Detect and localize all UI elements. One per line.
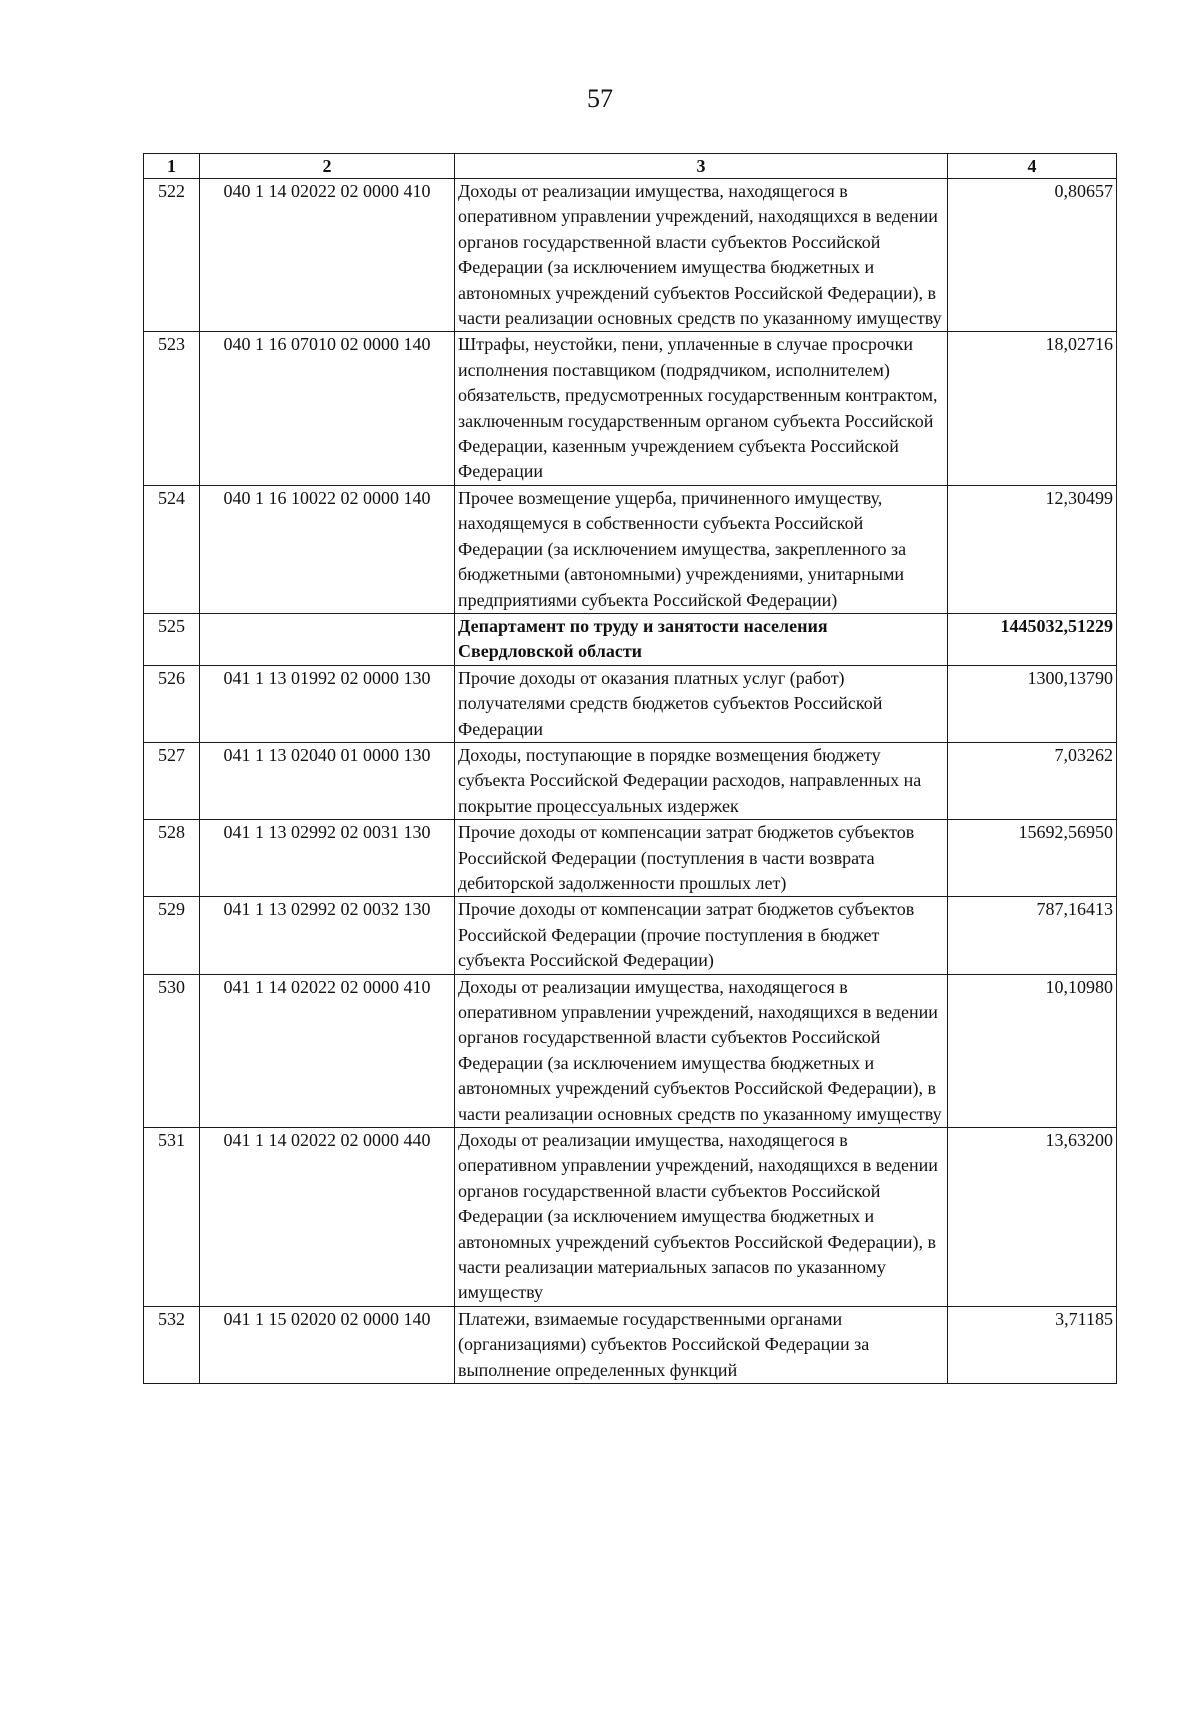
row-number: 522	[144, 179, 200, 332]
income-description: Департамент по труду и занятости населения Свердловской области	[455, 613, 948, 665]
income-description: Прочие доходы от компенсации затрат бюджетов субъектов Российской Федерации (прочие поступления в бюджет субъекта Российской Федерации)	[455, 897, 948, 974]
budget-code: 041 1 13 02040 01 0000 130	[200, 742, 455, 819]
income-description: Доходы, поступающие в порядке возмещения бюджету субъекта Российской Федерации расходов, направленных на покрытие процессуальных издержек	[455, 742, 948, 819]
header-col-code: 2	[200, 154, 455, 179]
amount-value: 3,71185	[948, 1306, 1117, 1383]
row-number: 524	[144, 485, 200, 613]
budget-code: 041 1 13 01992 02 0000 130	[200, 665, 455, 742]
table-header	[144, 154, 1117, 179]
budget-code: 040 1 16 07010 02 0000 140	[200, 332, 455, 485]
table-body	[144, 179, 1117, 1384]
income-description: Платежи, взимаемые государственными органами (организациями) субъектов Российской Федерации за выполнение определенных функций	[455, 1306, 948, 1383]
table-row	[144, 974, 1117, 1127]
row-number: 529	[144, 897, 200, 974]
header-col-number: 1	[144, 154, 200, 179]
page-number: 57	[587, 84, 613, 113]
row-number: 530	[144, 974, 200, 1127]
income-description: Прочие доходы от оказания платных услуг (работ) получателями средств бюджетов субъектов Российской Федерации	[455, 665, 948, 742]
table-row	[144, 179, 1117, 332]
amount-value: 18,02716	[948, 332, 1117, 485]
income-description: Прочие доходы от компенсации затрат бюджетов субъектов Российской Федерации (поступления в части возврата дебиторской задолженности прошлых лет)	[455, 820, 948, 897]
income-description: Прочее возмещение ущерба, причиненного имуществу, находящемуся в собственности субъекта Российской Федерации (за исключением имущества, закрепленного за бюджетными (автономными) учреждениями, унитарными предприятиями субъекта Российской Федерации)	[455, 485, 948, 613]
revenue-table	[143, 153, 1117, 1384]
amount-value: 15692,56950	[948, 820, 1117, 897]
amount-value: 0,80657	[948, 179, 1117, 332]
amount-value: 7,03262	[948, 742, 1117, 819]
table-row	[144, 665, 1117, 742]
header-col-description: 3	[455, 154, 948, 179]
amount-value: 1300,13790	[948, 665, 1117, 742]
amount-value: 13,63200	[948, 1128, 1117, 1307]
budget-code: 041 1 14 02022 02 0000 440	[200, 1128, 455, 1307]
amount-value: 1445032,51229	[948, 613, 1117, 665]
header-col-amount: 4	[948, 154, 1117, 179]
income-description: Доходы от реализации имущества, находящегося в оперативном управлении учреждений, находящихся в ведении органов государственной власти субъектов Российской Федерации (за исключением имущества бюджетных и автономных учреждений субъектов Российской Федерации), в части реализации материальных запасов по указанному имуществу	[455, 1128, 948, 1307]
table-row	[144, 613, 1117, 665]
table-row	[144, 897, 1117, 974]
row-number: 523	[144, 332, 200, 485]
table-row	[144, 820, 1117, 897]
amount-value: 12,30499	[948, 485, 1117, 613]
income-description: Штрафы, неустойки, пени, уплаченные в случае просрочки исполнения поставщиком (подрядчиком, исполнителем) обязательств, предусмотренных государственным контрактом, заключенным государственным органом субъекта Российской Федерации, казенным учреждением субъекта Российской Федерации	[455, 332, 948, 485]
amount-value: 10,10980	[948, 974, 1117, 1127]
row-number: 528	[144, 820, 200, 897]
income-description: Доходы от реализации имущества, находящегося в оперативном управлении учреждений, находящихся в ведении органов государственной власти субъектов Российской Федерации (за исключением имущества бюджетных и автономных учреждений субъектов Российской Федерации), в части реализации основных средств по указанному имуществу	[455, 179, 948, 332]
budget-code: 040 1 16 10022 02 0000 140	[200, 485, 455, 613]
table-row	[144, 1306, 1117, 1383]
amount-value: 787,16413	[948, 897, 1117, 974]
row-number: 526	[144, 665, 200, 742]
table-row	[144, 485, 1117, 613]
row-number: 527	[144, 742, 200, 819]
row-number: 525	[144, 613, 200, 665]
row-number: 532	[144, 1306, 200, 1383]
row-number: 531	[144, 1128, 200, 1307]
table-row	[144, 742, 1117, 819]
budget-code: 041 1 13 02992 02 0031 130	[200, 820, 455, 897]
budget-code: 041 1 13 02992 02 0032 130	[200, 897, 455, 974]
table-row	[144, 332, 1117, 485]
budget-code: 040 1 14 02022 02 0000 410	[200, 179, 455, 332]
header-row	[144, 154, 1117, 179]
budget-code: 041 1 14 02022 02 0000 410	[200, 974, 455, 1127]
income-description: Доходы от реализации имущества, находящегося в оперативном управлении учреждений, находящихся в ведении органов государственной власти субъектов Российской Федерации (за исключением имущества бюджетных и автономных учреждений субъектов Российской Федерации), в части реализации основных средств по указанному имуществу	[455, 974, 948, 1127]
budget-code: 041 1 15 02020 02 0000 140	[200, 1306, 455, 1383]
table-row	[144, 1128, 1117, 1307]
budget-code	[200, 613, 455, 665]
